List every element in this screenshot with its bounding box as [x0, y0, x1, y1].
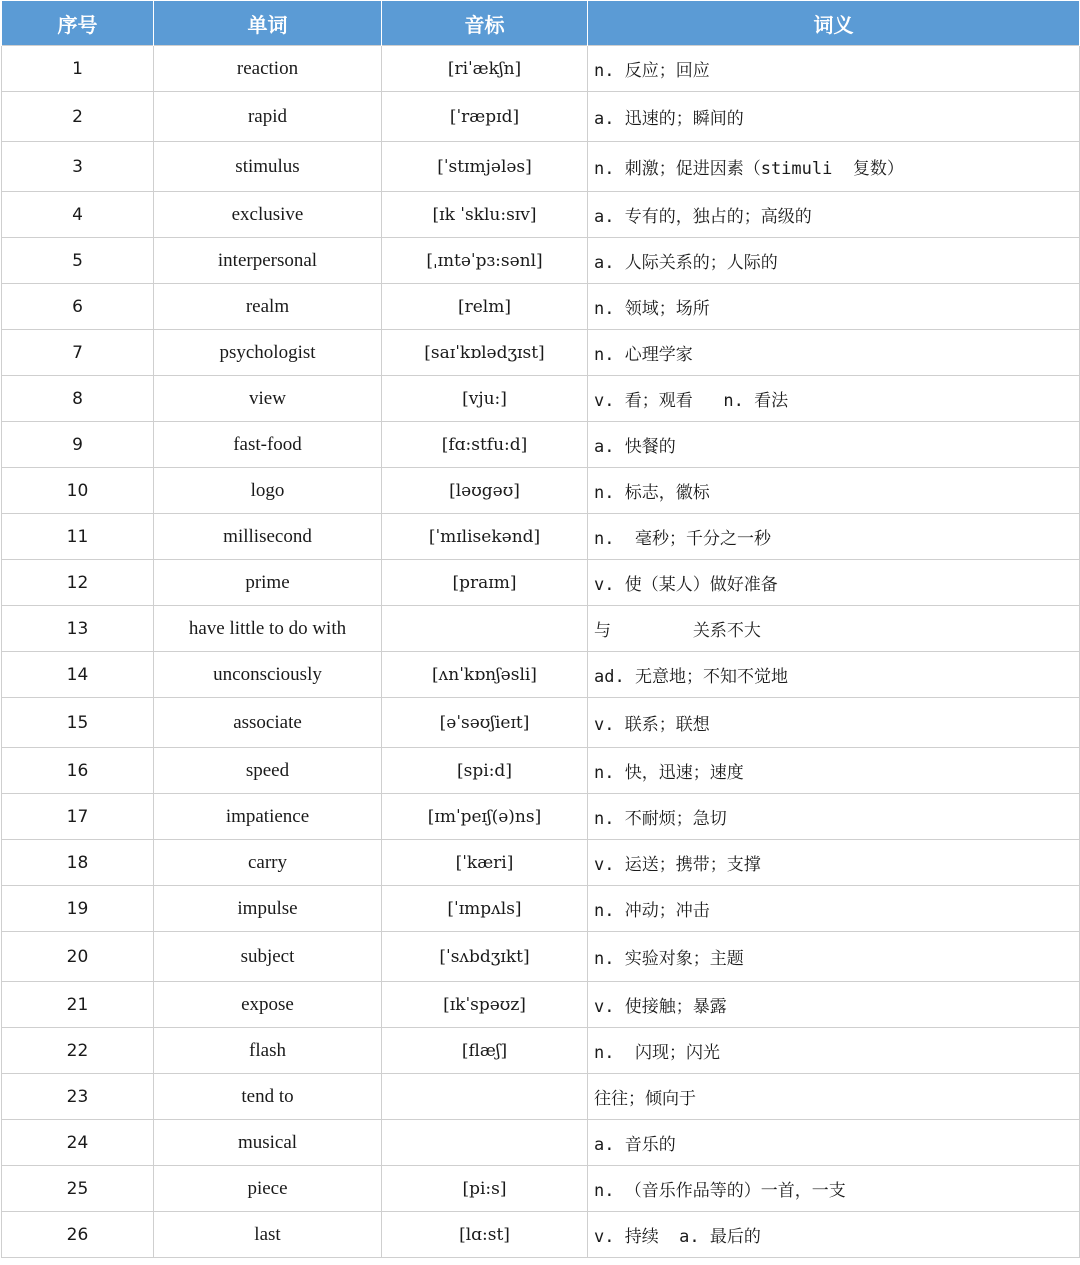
row-word: carry — [154, 840, 382, 886]
row-index: 8 — [2, 376, 154, 422]
row-meaning: v. 看；观看 n. 看法 — [588, 376, 1080, 422]
row-phonetic: [ləʊgəʊ] — [382, 468, 588, 514]
row-index: 14 — [2, 652, 154, 698]
row-phonetic: [ˈræpɪd] — [382, 92, 588, 142]
row-word: interpersonal — [154, 238, 382, 284]
row-word: stimulus — [154, 142, 382, 192]
row-index: 15 — [2, 698, 154, 748]
row-word: exclusive — [154, 192, 382, 238]
row-meaning: v. 联系；联想 — [588, 698, 1080, 748]
row-phonetic: [vju:] — [382, 376, 588, 422]
row-index: 16 — [2, 748, 154, 794]
row-index: 21 — [2, 982, 154, 1028]
table-row — [2, 468, 1080, 514]
row-meaning: n. 冲动；冲击 — [588, 886, 1080, 932]
table-row — [2, 652, 1080, 698]
row-meaning: n. 领域；场所 — [588, 284, 1080, 330]
row-word: piece — [154, 1166, 382, 1212]
row-word: flash — [154, 1028, 382, 1074]
row-index: 11 — [2, 514, 154, 560]
table-row — [2, 886, 1080, 932]
row-phonetic: [saɪˈkɒlədʒɪst] — [382, 330, 588, 376]
row-index: 22 — [2, 1028, 154, 1074]
row-word: reaction — [154, 46, 382, 92]
row-meaning: n. 标志，徽标 — [588, 468, 1080, 514]
row-phonetic: [riˈækʃn] — [382, 46, 588, 92]
table-row — [2, 92, 1080, 142]
row-phonetic: [əˈsəʊʃieɪt] — [382, 698, 588, 748]
row-word: subject — [154, 932, 382, 982]
table-row — [2, 1074, 1080, 1120]
header-meaning: 词义 — [588, 1, 1080, 46]
row-phonetic: [ʌnˈkɒnʃəsli] — [382, 652, 588, 698]
row-phonetic: [ˈɪmpʌls] — [382, 886, 588, 932]
row-word: musical — [154, 1120, 382, 1166]
table-row — [2, 376, 1080, 422]
row-word: tend to — [154, 1074, 382, 1120]
row-phonetic: [spi:d] — [382, 748, 588, 794]
row-index: 20 — [2, 932, 154, 982]
row-phonetic — [382, 606, 588, 652]
row-meaning: v. 使（某人）做好准备 — [588, 560, 1080, 606]
row-phonetic: [ˈstɪmjələs] — [382, 142, 588, 192]
row-index: 13 — [2, 606, 154, 652]
row-meaning: a. 迅速的；瞬间的 — [588, 92, 1080, 142]
table-row — [2, 698, 1080, 748]
row-word: impatience — [154, 794, 382, 840]
vocabulary-table — [1, 0, 1080, 1258]
row-meaning: 往往；倾向于 — [588, 1074, 1080, 1120]
row-meaning: a. 快餐的 — [588, 422, 1080, 468]
table-body — [2, 46, 1080, 1258]
row-meaning: n. 快，迅速；速度 — [588, 748, 1080, 794]
row-phonetic: [ɪmˈpeɪʃ(ə)ns] — [382, 794, 588, 840]
row-word: last — [154, 1212, 382, 1258]
row-phonetic: [pi:s] — [382, 1166, 588, 1212]
row-index: 26 — [2, 1212, 154, 1258]
row-meaning: n. 刺激；促进因素（stimuli 复数） — [588, 142, 1080, 192]
row-meaning: n. 毫秒；千分之一秒 — [588, 514, 1080, 560]
row-index: 18 — [2, 840, 154, 886]
row-meaning: n. 心理学家 — [588, 330, 1080, 376]
table-row — [2, 748, 1080, 794]
row-word: millisecond — [154, 514, 382, 560]
table-row — [2, 238, 1080, 284]
row-index: 10 — [2, 468, 154, 514]
row-word: realm — [154, 284, 382, 330]
table-row — [2, 560, 1080, 606]
row-word: view — [154, 376, 382, 422]
row-index: 6 — [2, 284, 154, 330]
row-phonetic: [praɪm] — [382, 560, 588, 606]
row-meaning: n. 闪现；闪光 — [588, 1028, 1080, 1074]
row-index: 5 — [2, 238, 154, 284]
row-index: 23 — [2, 1074, 154, 1120]
row-phonetic: [ˌɪntəˈpɜ:sənl] — [382, 238, 588, 284]
row-word: rapid — [154, 92, 382, 142]
row-phonetic: [flæʃ] — [382, 1028, 588, 1074]
table-header — [2, 1, 1080, 46]
row-meaning: v. 运送；携带；支撑 — [588, 840, 1080, 886]
header-row — [2, 1, 1080, 46]
row-word: speed — [154, 748, 382, 794]
row-meaning: 与 关系不大 — [588, 606, 1080, 652]
table-row — [2, 514, 1080, 560]
header-index: 序号 — [2, 1, 154, 46]
table-row — [2, 606, 1080, 652]
row-index: 24 — [2, 1120, 154, 1166]
row-index: 7 — [2, 330, 154, 376]
row-index: 17 — [2, 794, 154, 840]
row-index: 25 — [2, 1166, 154, 1212]
row-meaning: a. 专有的，独占的；高级的 — [588, 192, 1080, 238]
row-meaning: n. 实验对象；主题 — [588, 932, 1080, 982]
row-phonetic — [382, 1074, 588, 1120]
table-row — [2, 1166, 1080, 1212]
table-row — [2, 840, 1080, 886]
row-word: psychologist — [154, 330, 382, 376]
header-word: 单词 — [154, 1, 382, 46]
row-meaning: a. 人际关系的；人际的 — [588, 238, 1080, 284]
row-word: have little to do with — [154, 606, 382, 652]
row-phonetic: [ˈkæri] — [382, 840, 588, 886]
row-index: 1 — [2, 46, 154, 92]
row-index: 9 — [2, 422, 154, 468]
row-phonetic: [ɪk ˈsklu:sɪv] — [382, 192, 588, 238]
row-phonetic: [lɑ:st] — [382, 1212, 588, 1258]
table-row — [2, 932, 1080, 982]
row-phonetic: [relm] — [382, 284, 588, 330]
row-word: fast-food — [154, 422, 382, 468]
row-word: logo — [154, 468, 382, 514]
row-phonetic: [fɑ:stfu:d] — [382, 422, 588, 468]
table-row — [2, 192, 1080, 238]
row-index: 3 — [2, 142, 154, 192]
row-phonetic — [382, 1120, 588, 1166]
table-row — [2, 1120, 1080, 1166]
row-meaning: a. 音乐的 — [588, 1120, 1080, 1166]
row-meaning: n. 反应；回应 — [588, 46, 1080, 92]
table-row — [2, 1028, 1080, 1074]
table-row — [2, 284, 1080, 330]
row-word: prime — [154, 560, 382, 606]
table-row — [2, 142, 1080, 192]
row-word: unconsciously — [154, 652, 382, 698]
row-meaning: n. 不耐烦；急切 — [588, 794, 1080, 840]
table-row — [2, 330, 1080, 376]
table-row — [2, 422, 1080, 468]
row-index: 4 — [2, 192, 154, 238]
row-meaning: v. 持续 a. 最后的 — [588, 1212, 1080, 1258]
row-phonetic: [ɪkˈspəʊz] — [382, 982, 588, 1028]
row-index: 12 — [2, 560, 154, 606]
header-phonetic: 音标 — [382, 1, 588, 46]
row-phonetic: [ˈmɪlisekənd] — [382, 514, 588, 560]
row-word: expose — [154, 982, 382, 1028]
table-row — [2, 982, 1080, 1028]
row-index: 2 — [2, 92, 154, 142]
row-index: 19 — [2, 886, 154, 932]
row-meaning: v. 使接触；暴露 — [588, 982, 1080, 1028]
table-row — [2, 1212, 1080, 1258]
row-word: associate — [154, 698, 382, 748]
row-phonetic: [ˈsʌbdʒɪkt] — [382, 932, 588, 982]
table-row — [2, 46, 1080, 92]
row-word: impulse — [154, 886, 382, 932]
table-row — [2, 794, 1080, 840]
row-meaning: n. （音乐作品等的）一首，一支 — [588, 1166, 1080, 1212]
row-meaning: ad. 无意地；不知不觉地 — [588, 652, 1080, 698]
